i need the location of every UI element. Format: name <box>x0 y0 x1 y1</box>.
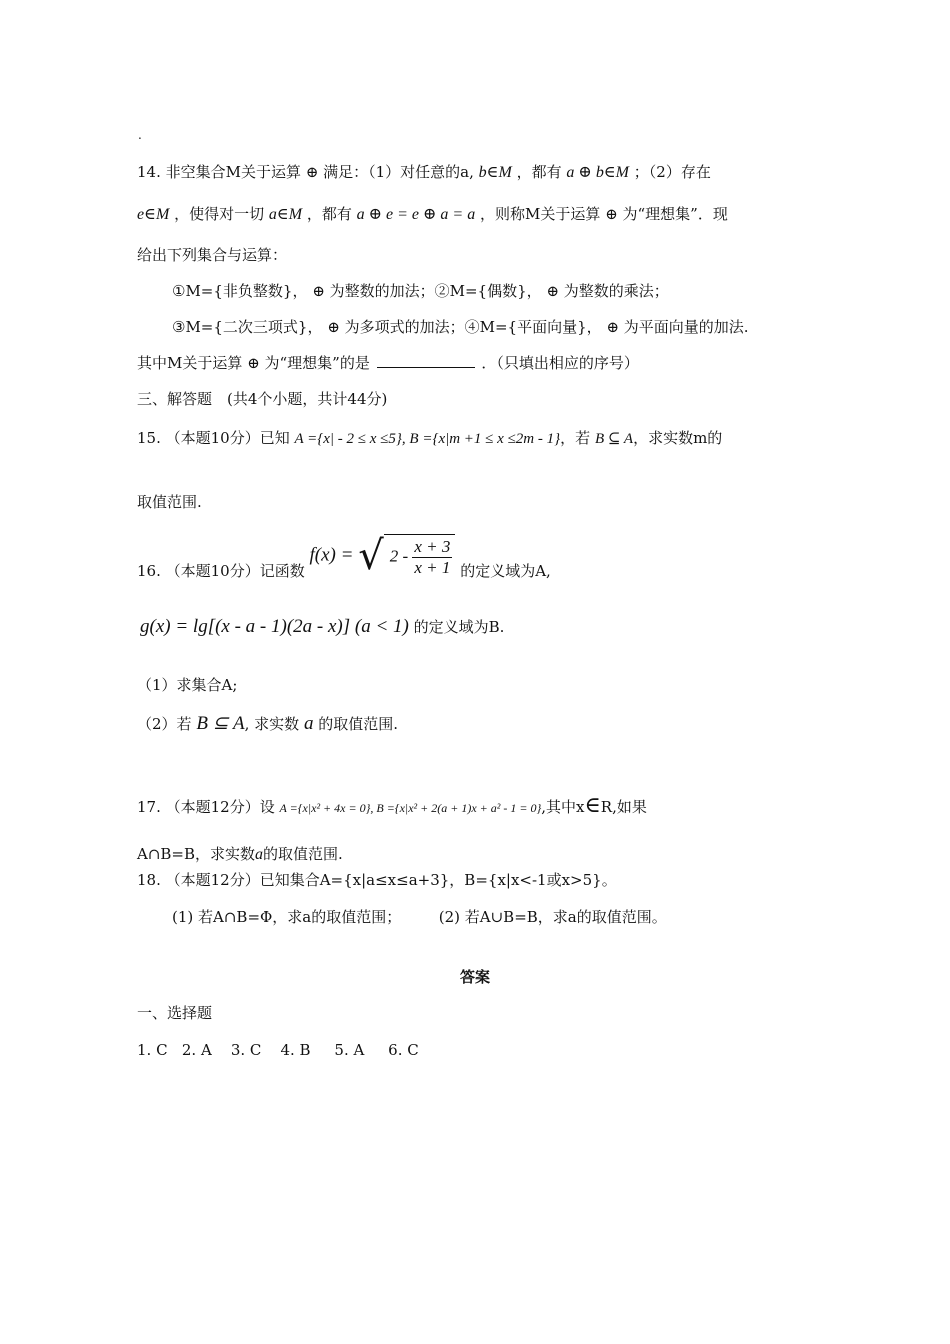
q14-line-1: 14. 非空集合M关于运算 ⊕ 满足：（1）对任意的a, b∈M ，都有 a ⊕ b∈M ；（2）存在 <box>137 163 711 181</box>
q16-sqrt-expression: √ 2 - $\frac{x + 3}{x + 1}$ <box>358 534 455 578</box>
q15-sets-formula: A ={x| - 2 ≤ x ≤5}, B ={x|m +1 ≤ x ≤2m - 1} <box>294 431 561 447</box>
q16-g-formula: g(x) = lg[(x - a - 1)(2a - x)] (a < 1) <box>140 616 409 637</box>
q17-line-1: 17. （本题12分）设 A ={x|x² + 4x = 0}, B ={x|x² + 2(a + 1)x + a² - 1 = 0},其中x∈R,如果 <box>137 793 647 818</box>
q15-subset-formula: B ⊆ A <box>594 431 634 447</box>
element-of-symbol: ∈ <box>584 793 601 818</box>
q14-line-3: 给出下列集合与运算： <box>137 246 288 264</box>
oplus-symbol: ⊕ <box>305 163 319 181</box>
q16-fraction: $\frac{x + 3}{x + 1}$ <box>414 536 451 577</box>
q16-line-1: 16. （本题10分）记函数 f(x) = √ 2 - $\frac{x + 3}{x + 1}$ 的定义域为A, <box>137 532 551 580</box>
oplus-symbol: ⊕ <box>312 282 325 300</box>
page-dot: . <box>138 128 142 142</box>
oplus-symbol: ⊕ <box>546 282 559 300</box>
q14-line-2: e∈M ，使得对一切 a∈M ，都有 a ⊕ e = e ⊕ a = a ，则称M关于运算 ⊕ 为“理想集”．现 <box>137 205 728 223</box>
answer-title: 答案 <box>459 968 490 986</box>
q16-f-label: f(x) = <box>309 544 354 566</box>
oplus-symbol: ⊕ <box>606 318 619 336</box>
oplus-symbol: ⊕ <box>327 318 340 336</box>
q16-part-2: （2）若 B ⊆ A, 求实数 a 的取值范围. <box>137 713 399 734</box>
section-3-heading: 三、解答题 (共4个小题，共计44分) <box>137 390 388 408</box>
q15-line-1: 15. （本题10分）已知 A ={x| - 2 ≤ x ≤5}, B ={x|m +1 ≤ x ≤2m - 1}，若 B ⊆ A，求实数m的 <box>137 429 723 447</box>
answer-list: 1. C 2. A 3. C 4. B 5. A 6. C <box>137 1041 419 1059</box>
sqrt-sign: √ <box>358 532 384 579</box>
q14-option-line-1: ①M={非负整数}， ⊕ 为整数的加法；②M={偶数}， ⊕ 为整数的乘法； <box>172 282 669 300</box>
section-1-heading: 一、选择题 <box>137 1004 213 1022</box>
q18-line-1: 18. （本题12分）已知集合A={x|a≤x≤a+3}，B={x|x<-1或x>5}。 <box>137 871 617 889</box>
q16-part-1: （1）求集合A; <box>137 676 238 694</box>
oplus-symbol: ⊕ <box>605 205 618 223</box>
oplus-symbol: ⊕ <box>247 354 260 372</box>
q15-line-2: 取值范围. <box>137 493 202 511</box>
q14-option-line-2: ③M={二次三项式}， ⊕ 为多项式的加法；④M={平面向量}， ⊕ 为平面向量的加法. <box>172 318 749 336</box>
q16-line-2: g(x) = lg[(x - a - 1)(2a - x)] (a < 1) 的定义域为B. <box>140 616 505 637</box>
q17-line-2: A∩B=B，求实数a的取值范围. <box>137 845 343 863</box>
q18-line-2: (1) 若A∩B=Φ，求a的取值范围； (2) 若A∪B=B，求a的取值范围。 <box>172 908 667 926</box>
q17-sets-formula: A ={x|x² + 4x = 0}, B ={x|x² + 2(a + 1)x + a² - 1 = 0} <box>279 801 542 815</box>
q14-line-6: 其中M关于运算 ⊕ 为“理想集”的是 ．（只填出相应的序号） <box>137 354 639 372</box>
answer-blank <box>377 353 475 368</box>
